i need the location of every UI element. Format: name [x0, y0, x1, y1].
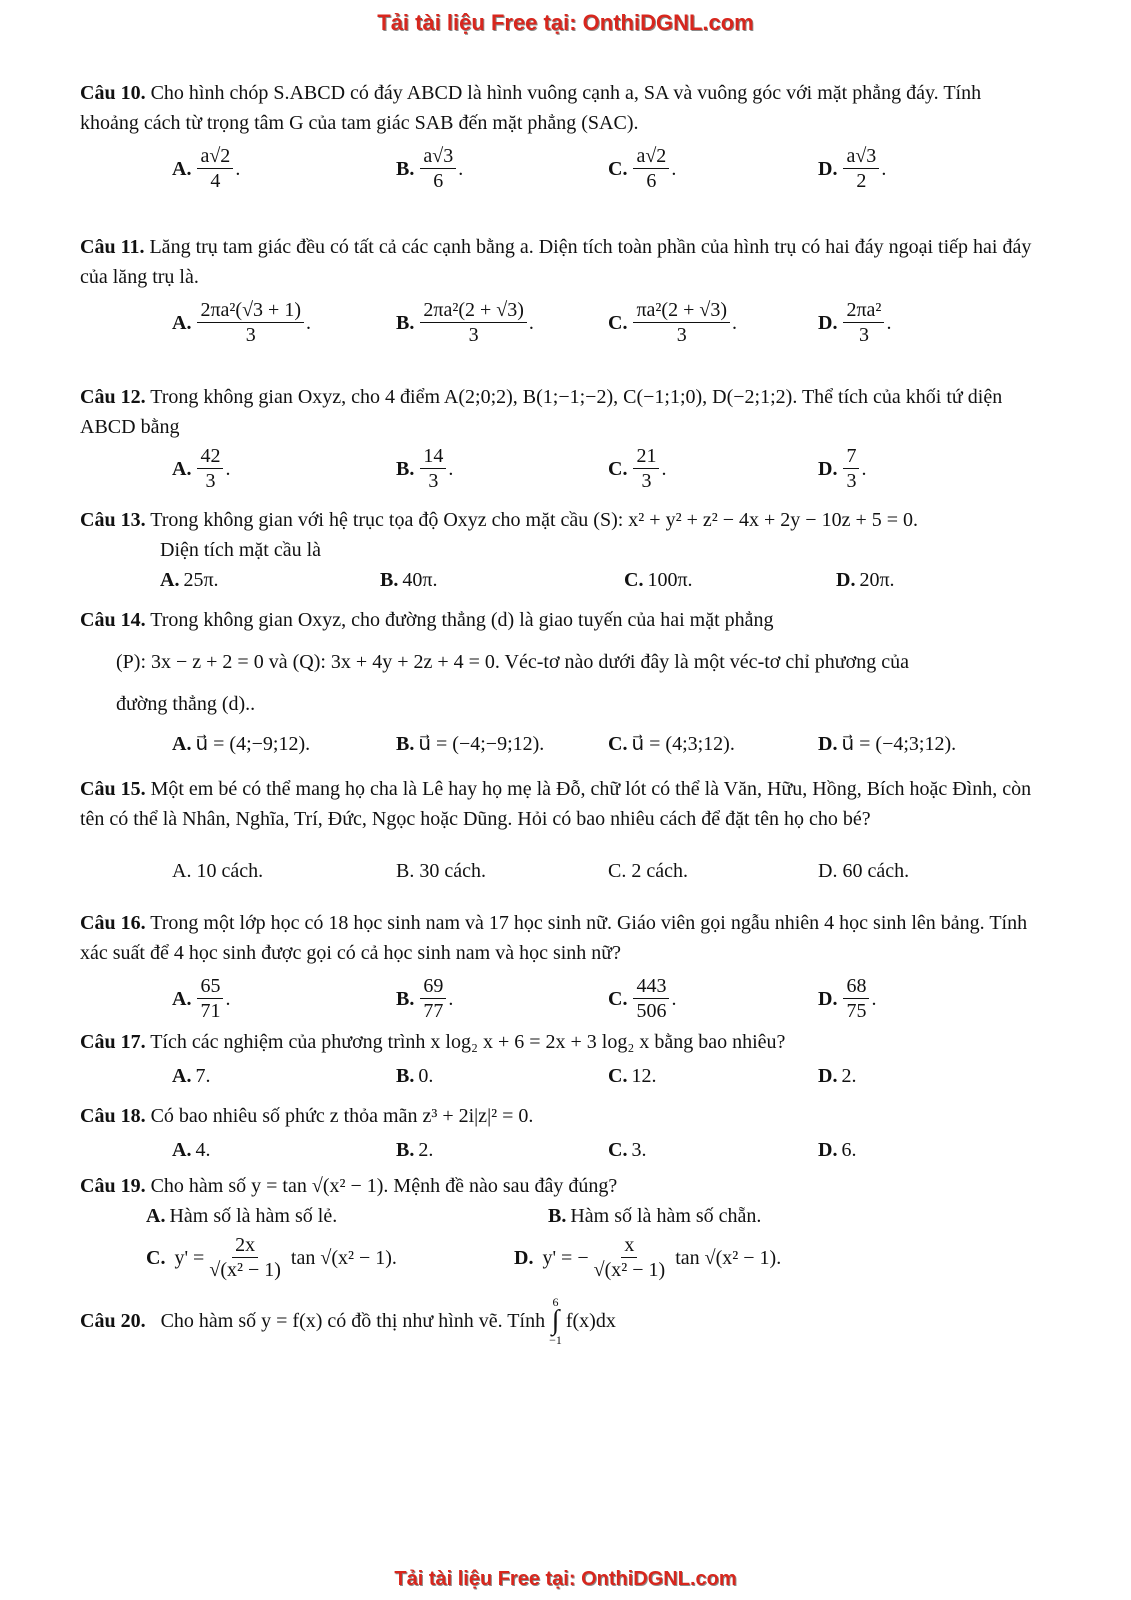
question-14: [80, 605, 1040, 763]
option-c[interactable]: C. 2 cách.: [608, 860, 688, 882]
option-c[interactable]: C. $\frac{\text{πa²(2 + √3)}}{3}$ .: [608, 299, 737, 346]
options-row-2: [80, 1233, 1040, 1289]
question-19: [80, 1171, 1040, 1289]
option-d[interactable]: D. u⃗ = (−4;3;12).: [818, 733, 957, 755]
question-18: [80, 1101, 1040, 1165]
option-b[interactable]: B. $\frac{\text{2πa²(2 + √3)}}{3}$ .: [396, 299, 534, 346]
question-11: [80, 232, 1040, 348]
option-c[interactable]: C. u⃗ = (4;3;12).: [608, 733, 735, 755]
option-a[interactable]: A. Hàm số là hàm số lẻ.: [146, 1205, 338, 1227]
question-16: [80, 908, 1040, 1024]
option-a[interactable]: A. 10 cách.: [172, 860, 264, 882]
footer-banner: Tải tài liệu Free tại: OnthiDGNL.com: [394, 1568, 737, 1590]
option-d[interactable]: D. 2.: [818, 1065, 857, 1087]
option-b[interactable]: B. $\frac{69}{77}$ .: [396, 975, 454, 1022]
question-text: Tích các nghiệm của phương trình x log₂ x + 6 = 2x + 3 log₂ x bằng bao nhiêu?: [150, 1031, 786, 1053]
options: [80, 1135, 1040, 1165]
question-label: Câu 12.: [80, 386, 146, 408]
question-text-3: đường thẳng (d)..: [116, 693, 256, 715]
option-a[interactable]: A. $\frac{42}{3}$ .: [172, 445, 231, 492]
question-label: Câu 14.: [80, 609, 146, 631]
option-a[interactable]: A. 25π.: [160, 569, 219, 591]
question-text: Trong không gian với hệ trục tọa độ Oxyz cho mặt cầu (S): x² + y² + z² − 4x + 2y − 10z + 5 = 0.: [150, 509, 919, 531]
option-d[interactable]: D. 60 cách.: [818, 860, 910, 882]
option-a[interactable]: A. $\frac{65}{71}$ .: [172, 975, 231, 1022]
option-c[interactable]: C. 3.: [608, 1139, 647, 1161]
option-b[interactable]: B. $\frac{a√3}{6}$ .: [396, 145, 464, 192]
question-20: [80, 1296, 1040, 1346]
option-c[interactable]: C. $\frac{a√2}{6}$ .: [608, 145, 677, 192]
question-text: Một em bé có thể mang họ cha là Lê hay họ mẹ là Đỗ, chữ lót có thể là Văn, Hữu, Hồng, Bích hoặc Đình, còn tên có thể là Nhân, Nghĩa, Trí, Đức, Ngọc hoặc Dũng. Hỏi có bao nhiêu cách để đặt tên họ cho bé?: [80, 778, 1032, 830]
options: [80, 565, 1040, 595]
question-text: Trong một lớp học có 18 học sinh nam và 17 học sinh nữ. Giáo viên gọi ngẫu nhiên 4 học sinh lên bảng. Tính xác suất để 4 học sinh được gọi có cả học sinh nam và học sinh nữ?: [80, 912, 1028, 964]
option-c[interactable]: C. $\frac{443}{506}$ .: [608, 975, 677, 1022]
option-a[interactable]: A. $\frac{\text{2πa²(√3 + 1)}}{3}$ .: [172, 299, 311, 346]
options: [80, 729, 1040, 763]
question-label: Câu 19.: [80, 1175, 146, 1197]
question-label: Câu 16.: [80, 912, 146, 934]
option-b[interactable]: B. 40π.: [380, 569, 438, 591]
question-17: [80, 1027, 1040, 1091]
option-b[interactable]: B. u⃗ = (−4;−9;12).: [396, 733, 545, 755]
question-12: [80, 382, 1040, 494]
options: [80, 444, 1040, 494]
option-d[interactable]: D. 6.: [818, 1139, 857, 1161]
option-b[interactable]: B. Hàm số là hàm số chẵn.: [548, 1205, 762, 1227]
option-b[interactable]: B. $\frac{14}{3}$ .: [396, 445, 454, 492]
option-c[interactable]: C. $\frac{21}{3}$ .: [608, 445, 667, 492]
question-10: [80, 78, 1040, 194]
question-15: [80, 774, 1040, 886]
option-c[interactable]: C. 12.: [608, 1065, 657, 1087]
question-text: Cho hàm số y = tan √(x² − 1). Mệnh đề nào sau đây đúng?: [150, 1175, 618, 1197]
option-a[interactable]: A. u⃗ = (4;−9;12).: [172, 733, 311, 755]
options: [80, 1061, 1040, 1091]
question-text: Trong không gian Oxyz, cho đường thẳng (d) là giao tuyến của hai mặt phẳng: [150, 609, 774, 631]
option-a[interactable]: A. 4.: [172, 1139, 211, 1161]
option-d[interactable]: D. 20π.: [836, 569, 895, 591]
question-text: Lăng trụ tam giác đều có tất cả các cạnh bằng a. Diện tích toàn phần của hình trụ có hai đáy ngoại tiếp hai đáy của lăng trụ là.: [80, 236, 1032, 288]
question-text: Cho hàm số y = f(x) có đồ thị như hình vẽ. Tính: [160, 1310, 546, 1332]
option-b[interactable]: B. 30 cách.: [396, 860, 486, 882]
question-label: Câu 11.: [80, 236, 145, 258]
options: [80, 144, 1040, 194]
options: [80, 974, 1040, 1024]
option-c[interactable]: C. 100π.: [624, 569, 693, 591]
options-row-1: [80, 1201, 1040, 1231]
question-label: Câu 17.: [80, 1031, 146, 1053]
integral-sign: 6 ∫ −1: [549, 1295, 562, 1347]
question-text: Trong không gian Oxyz, cho 4 điểm A(2;0;2), B(1;−1;−2), C(−1;1;0), D(−2;1;2). Thể tích của khối tứ diện ABCD bằng: [80, 386, 1003, 438]
integrand: f(x)dx: [565, 1310, 616, 1332]
option-d[interactable]: D. y' = − $\frac{x}{\text{√(x² − 1)}}$ tan √(x² − 1).: [514, 1234, 782, 1281]
question-text: Cho hình chóp S.ABCD có đáy ABCD là hình vuông cạnh a, SA và vuông góc với mặt phẳng đáy. Tính khoảng cách từ trọng tâm G của tam giác SAB đến mặt phẳng (SAC).: [80, 82, 982, 134]
option-d[interactable]: D. $\frac{7}{3}$ .: [818, 445, 867, 492]
question-text-2: (P): 3x − z + 2 = 0 và (Q): 3x + 4y + 2z + 4 = 0. Véc-tơ nào dưới đây là một véc-tơ chỉ phương của: [116, 651, 909, 673]
question-label: Câu 15.: [80, 778, 146, 800]
option-b[interactable]: B. 2.: [396, 1139, 434, 1161]
question-text: Có bao nhiêu số phức z thỏa mãn z³ + 2i|z|² = 0.: [150, 1105, 534, 1127]
question-label: Câu 10.: [80, 82, 146, 104]
question-label: Câu 13.: [80, 509, 146, 531]
option-a[interactable]: A. $\frac{a√2}{4}$ .: [172, 145, 241, 192]
question-label: Câu 18.: [80, 1105, 146, 1127]
option-b[interactable]: B. 0.: [396, 1065, 434, 1087]
question-13: [80, 505, 1040, 595]
option-c[interactable]: C. y' = $\frac{2x}{\text{√(x² − 1)}}$ tan √(x² − 1).: [146, 1234, 397, 1281]
options: [80, 856, 1040, 886]
option-d[interactable]: D. $\frac{\text{2πa²}}{3}$ .: [818, 299, 892, 346]
header-banner: Tải tài liệu Free tại: OnthiDGNL.com: [377, 10, 754, 35]
option-d[interactable]: D. $\frac{68}{75}$ .: [818, 975, 877, 1022]
options: [80, 298, 1040, 348]
option-a[interactable]: A. 7.: [172, 1065, 211, 1087]
question-label: Câu 20.: [80, 1310, 146, 1332]
option-d[interactable]: D. $\frac{a√3}{2}$ .: [818, 145, 887, 192]
question-text-2: Diện tích mặt cầu là: [160, 539, 322, 561]
